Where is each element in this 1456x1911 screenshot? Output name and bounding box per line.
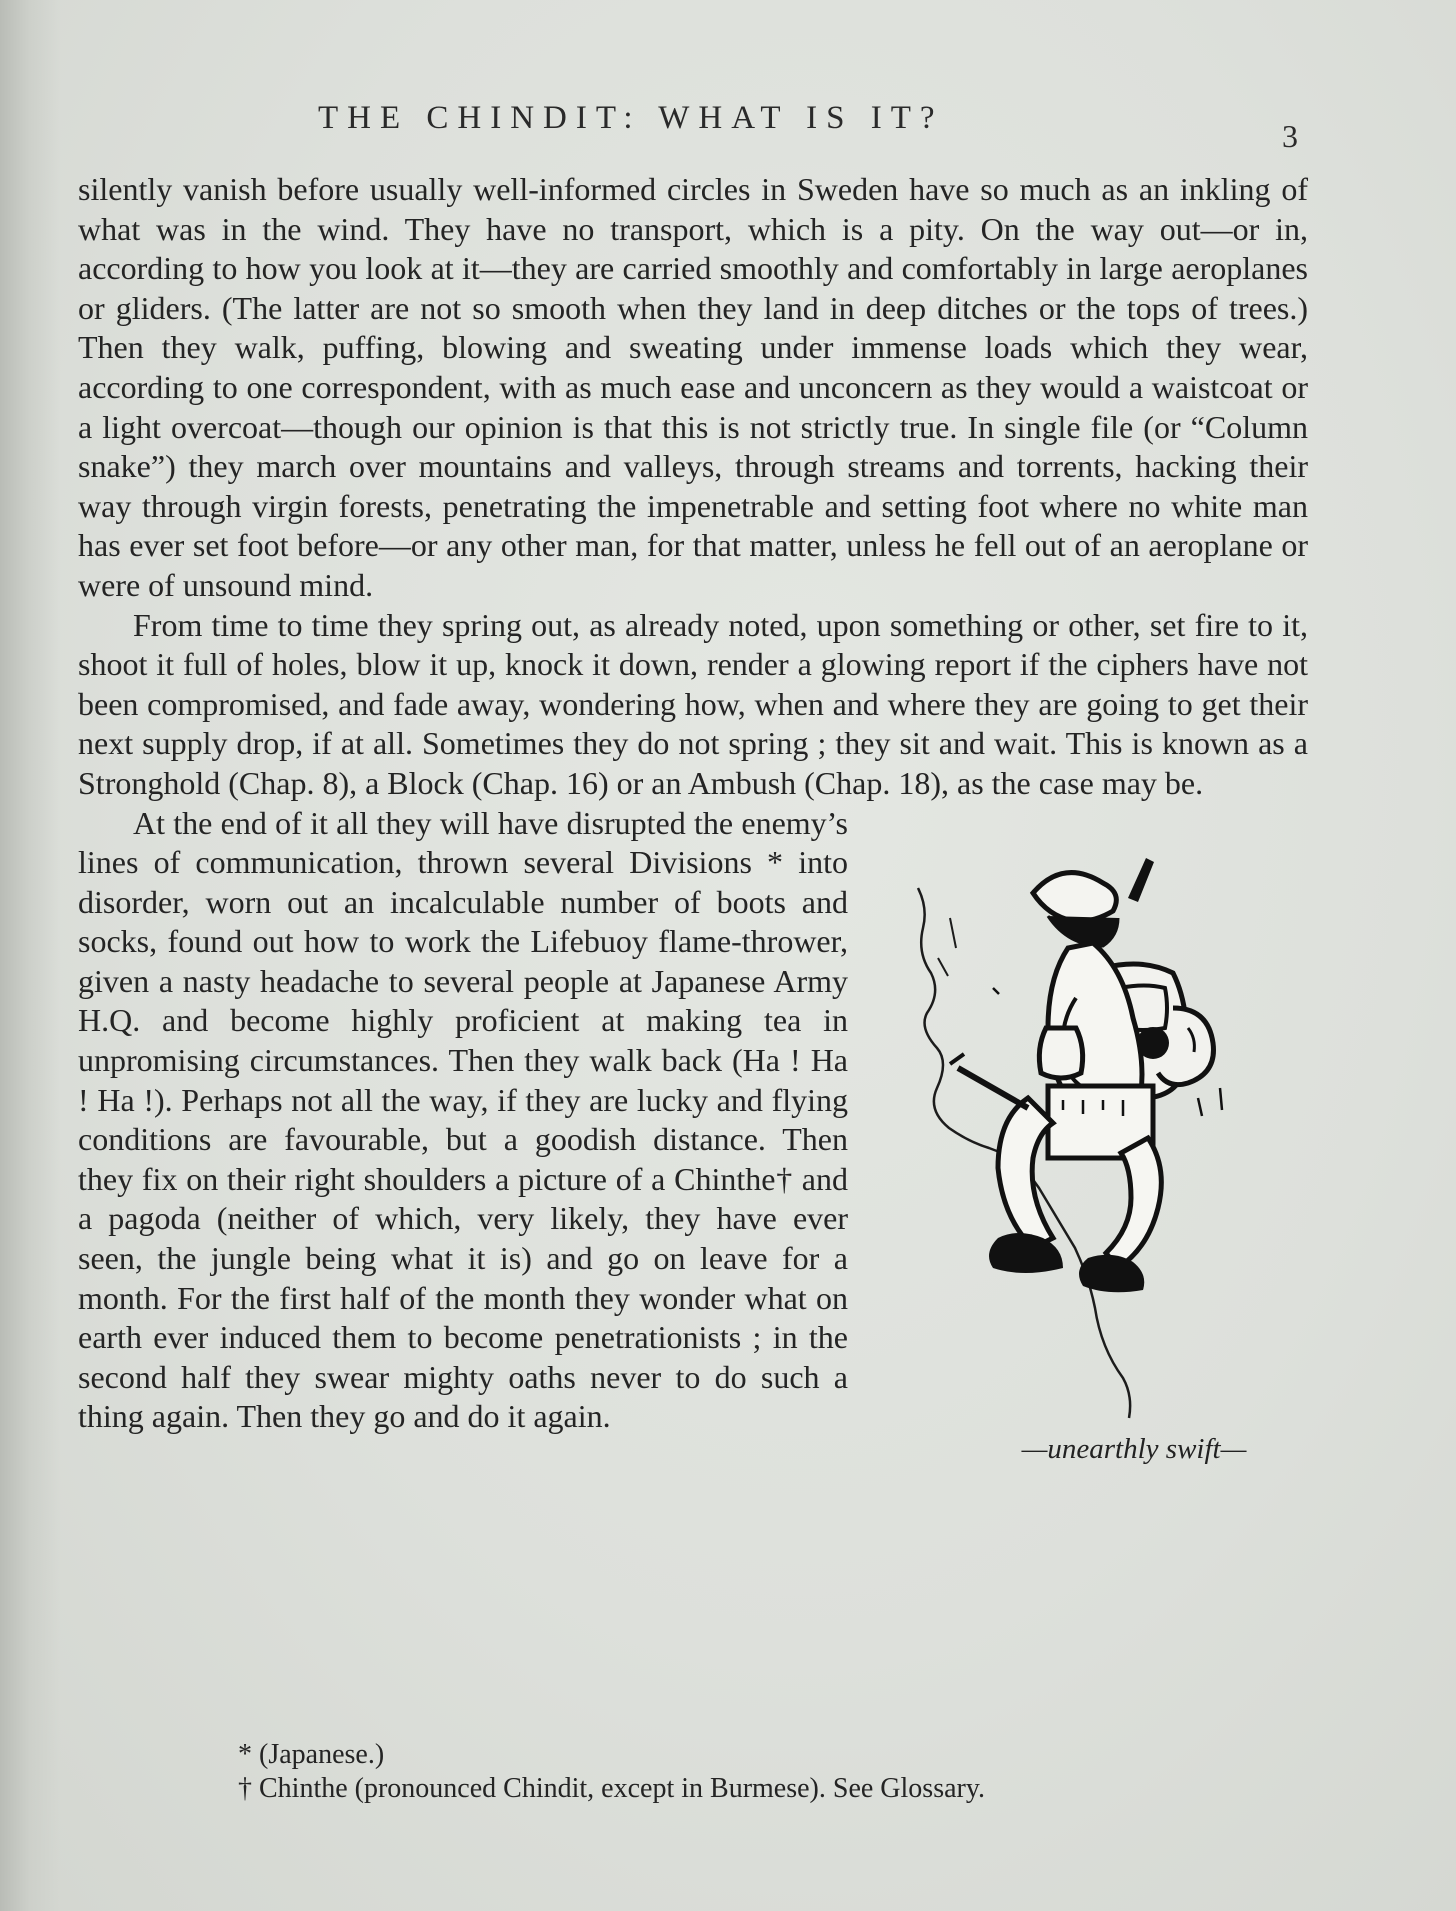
paragraph-1: silently vanish before usually well-informed circles in Sweden have so much as an inkling of what was in the wind. They have no transport, which is a pity. On the way out—or in, according to how you look at it—they are carried smoothly and comfortably in large aeroplanes or gliders. (The latter are not so smooth when they land in deep ditches or the tops of trees.) Then they walk, puffing, blowing and sweating under immense loads which they wear, according to one correspondent, with as much ease and unconcern as they would a waistcoat or a light overcoat—though our opinion is that this is not strictly true. In single file (or “Column snake”) they march over mountains and valleys, through streams and torrents, hacking their way through virgin forests, penetrating the impenetrable and setting foot where no white man has ever set foot before—or any other man, for that matter, unless he fell out of an aeroplane or were of unsound mind. bbox=[78, 171, 1308, 603]
footnote-chinthe: † Chinthe (pronounced Chindit, except in Burmese). See Glossary. bbox=[238, 1773, 986, 1804]
footnotes bbox=[238, 1738, 985, 1806]
footnote-japanese: * (Japanese.) bbox=[238, 1739, 385, 1770]
illustration-figure bbox=[888, 808, 1308, 1488]
body-text bbox=[78, 170, 1308, 1488]
illustration-caption: —unearthly swift— bbox=[1021, 1432, 1247, 1465]
soldier-sitting-illustration bbox=[898, 838, 1298, 1438]
running-title: THE CHINDIT: WHAT IS IT? bbox=[318, 100, 944, 136]
paragraph-3: At the end of it all they will have disrupted the enemy’s lines of communication, thrown several Divisions * into disorder, worn out an incalculable number of boots and socks, found out how to work the Lifebuoy flame-thrower, given a nasty headache to several people at Japanese Army H.Q. and become highly proficient at making tea in unpromising circumstances. Then they walk back (Ha ! Ha ! Ha !). Perhaps not all the way, if they are lucky and flying conditions are favourable, but a goodish distance. Then they fix on their right shoulders a picture of a Chinthe† and a pagoda (neither of which, very likely, they have ever seen, the jungle being what it is) and go on leave for a month. For the first half of the month they wonder what on earth ever induced them to become penetrationists ; in the second half they swear mighty oaths never to do such a thing again. Then they go and do it again. bbox=[78, 804, 848, 1435]
paragraph-2: From time to time they spring out, as already noted, upon something or other, set fire to it, shoot it full of holes, blow it up, knock it down, render a glowing report if the ciphers have not been compromised, and fade away, wondering how, when and where they are going to get their next supply drop, if at all. Sometimes they do not spring ; they sit and wait. This is known as a Stronghold (Chap. 8), a Block (Chap. 16) or an Ambush (Chap. 18), as the case may be. bbox=[78, 606, 1308, 801]
page-number: 3 bbox=[1282, 118, 1298, 154]
binding-shadow bbox=[0, 0, 60, 1911]
